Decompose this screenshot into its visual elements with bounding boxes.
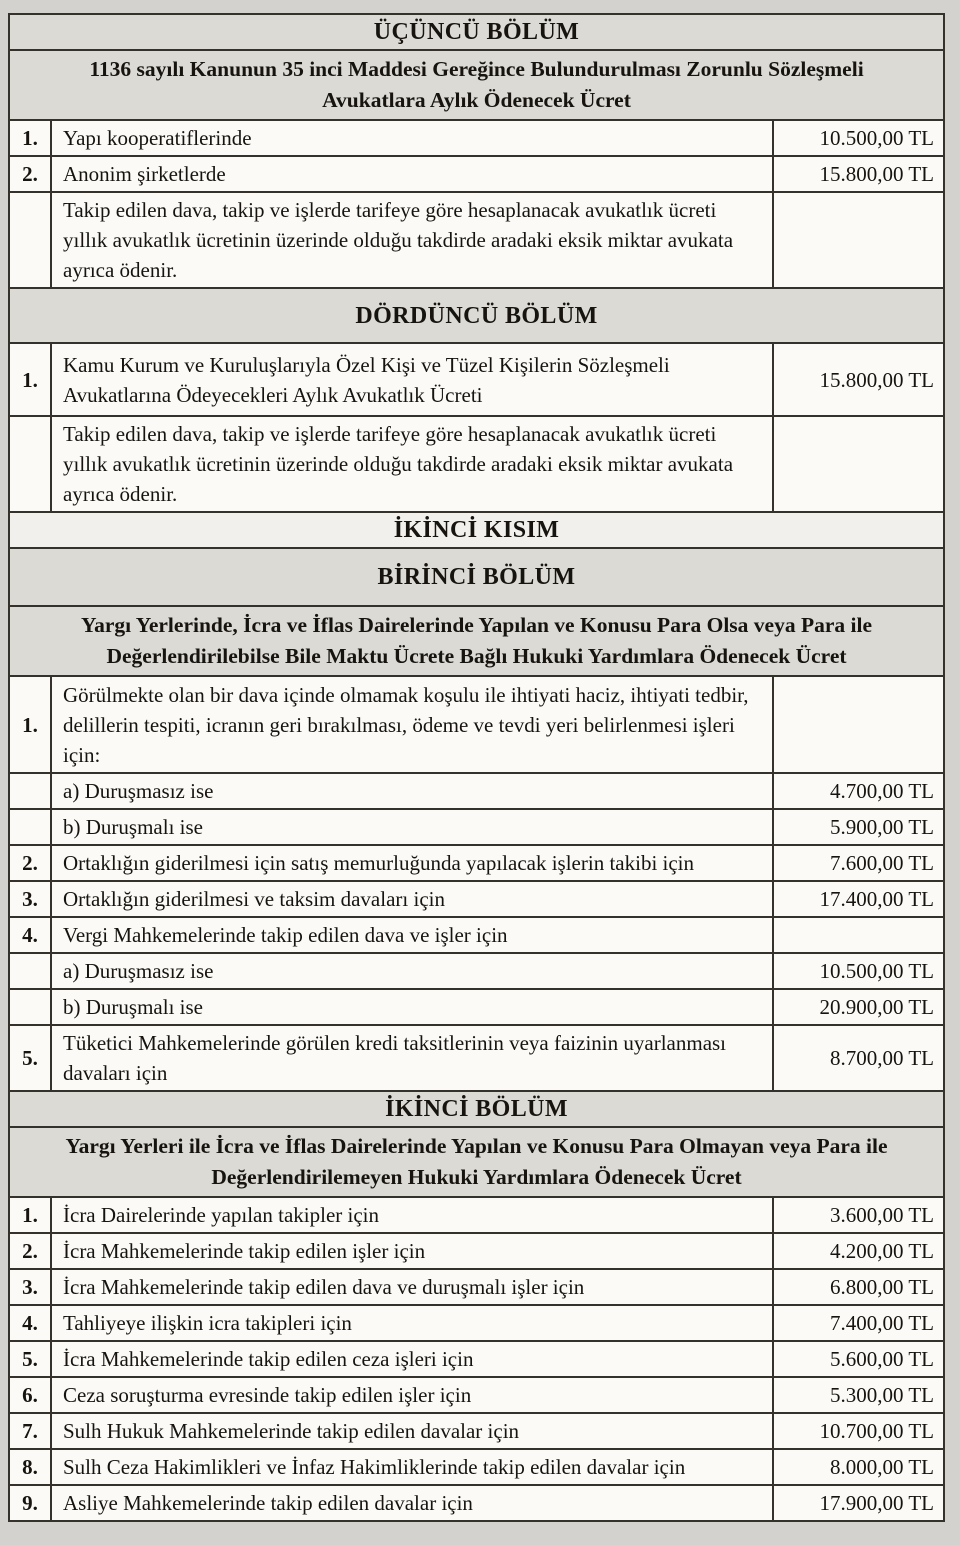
table-row (9, 845, 944, 881)
table-row (9, 1449, 944, 1485)
row-number: 3. (9, 881, 51, 917)
section-title-bolum2: İKİNCİ BÖLÜM (9, 1091, 944, 1127)
table-row (9, 676, 944, 773)
section-header-row (9, 14, 944, 50)
row-description: Yapı kooperatiflerinde (51, 120, 773, 156)
section-header-row (9, 288, 944, 343)
row-fee: 5.600,00 TL (773, 1341, 944, 1377)
sub-row (9, 773, 944, 809)
sub-row (9, 989, 944, 1025)
sub-row (9, 953, 944, 989)
table-row (9, 1305, 944, 1341)
row-description: Tüketici Mahkemelerinde görülen kredi taksitlerinin veya faizinin uyarlanması davaları için (51, 1025, 773, 1091)
table-row (9, 1341, 944, 1377)
row-fee: 7.600,00 TL (773, 845, 944, 881)
note-text: Takip edilen dava, takip ve işlerde tarifeye göre hesaplanacak avukatlık ücreti yıllık avukatlık ücretinin üzerinde olduğu takdirde aradaki eksik miktar avukata ayrıca ödenir. (51, 416, 773, 512)
section-header-row (9, 548, 944, 606)
row-number-empty (9, 953, 51, 989)
row-fee: 17.400,00 TL (773, 881, 944, 917)
section-subtitle-part3: 1136 sayılı Kanunun 35 inci Maddesi Gereğince Bulundurulması Zorunlu Sözleşmeli Avukatlara Aylık Ödenecek Ücret (9, 50, 944, 120)
table-row (9, 120, 944, 156)
row-description: Vergi Mahkemelerinde takip edilen dava ve işler için (51, 917, 773, 953)
row-number-empty (9, 416, 51, 512)
row-fee: 6.800,00 TL (773, 1269, 944, 1305)
row-number-empty (9, 809, 51, 845)
scanned-document-page (8, 13, 943, 1522)
row-fee: 17.900,00 TL (773, 1485, 944, 1521)
table-row (9, 1413, 944, 1449)
row-description: Sulh Hukuk Mahkemelerinde takip edilen davalar için (51, 1413, 773, 1449)
row-description: İcra Dairelerinde yapılan takipler için (51, 1197, 773, 1233)
section-title-part4: DÖRDÜNCÜ BÖLÜM (9, 288, 944, 343)
row-fee: 8.700,00 TL (773, 1025, 944, 1091)
row-fee: 5.900,00 TL (773, 809, 944, 845)
row-number: 4. (9, 1305, 51, 1341)
table-row (9, 1197, 944, 1233)
row-description: Ceza soruşturma evresinde takip edilen işler için (51, 1377, 773, 1413)
table-row (9, 156, 944, 192)
row-description: Kamu Kurum ve Kuruluşlarıyla Özel Kişi ve Tüzel Kişilerin Sözleşmeli Avukatlarına Ödeyecekleri Aylık Avukatlık Ücreti (51, 343, 773, 416)
row-fee: 5.300,00 TL (773, 1377, 944, 1413)
row-description: a) Duruşmasız ise (51, 953, 773, 989)
row-number: 1. (9, 120, 51, 156)
table-row (9, 1233, 944, 1269)
row-number: 1. (9, 1197, 51, 1233)
row-number: 2. (9, 156, 51, 192)
section-subtitle-row (9, 1127, 944, 1197)
note-row (9, 416, 944, 512)
row-fee: 10.700,00 TL (773, 1413, 944, 1449)
row-number: 5. (9, 1341, 51, 1377)
row-fee-empty (773, 192, 944, 288)
row-number: 2. (9, 1233, 51, 1269)
note-row (9, 192, 944, 288)
table-row (9, 1269, 944, 1305)
row-number: 8. (9, 1449, 51, 1485)
row-description: b) Duruşmalı ise (51, 989, 773, 1025)
row-number: 3. (9, 1269, 51, 1305)
row-fee: 10.500,00 TL (773, 953, 944, 989)
row-fee: 15.800,00 TL (773, 156, 944, 192)
section-subtitle-bolum2: Yargı Yerleri ile İcra ve İflas Dairelerinde Yapılan ve Konusu Para Olmayan veya Para ile Değerlendirilemeyen Hukuki Yardımlara Ödenecek Ücret (9, 1127, 944, 1197)
row-description: Anonim şirketlerde (51, 156, 773, 192)
section-subtitle-row (9, 50, 944, 120)
part-title-kisim2: İKİNCİ KISIM (9, 512, 944, 548)
row-description: İcra Mahkemelerinde takip edilen işler için (51, 1233, 773, 1269)
table-row (9, 917, 944, 953)
row-number-empty (9, 989, 51, 1025)
row-fee: 7.400,00 TL (773, 1305, 944, 1341)
row-number-empty (9, 773, 51, 809)
row-fee-empty (773, 416, 944, 512)
row-number: 5. (9, 1025, 51, 1091)
section-header-row (9, 1091, 944, 1127)
fee-table (8, 13, 945, 1522)
row-description: a) Duruşmasız ise (51, 773, 773, 809)
row-description: İcra Mahkemelerinde takip edilen dava ve duruşmalı işler için (51, 1269, 773, 1305)
row-number-empty (9, 192, 51, 288)
row-number: 7. (9, 1413, 51, 1449)
row-fee: 20.900,00 TL (773, 989, 944, 1025)
section-title-bolum1: BİRİNCİ BÖLÜM (9, 548, 944, 606)
row-fee: 4.700,00 TL (773, 773, 944, 809)
table-row (9, 343, 944, 416)
row-number: 9. (9, 1485, 51, 1521)
note-text: Takip edilen dava, takip ve işlerde tarifeye göre hesaplanacak avukatlık ücreti yıllık avukatlık ücretinin üzerinde olduğu takdirde aradaki eksik miktar avukata ayrıca ödenir. (51, 192, 773, 288)
row-description: İcra Mahkemelerinde takip edilen ceza işleri için (51, 1341, 773, 1377)
part-header-row (9, 512, 944, 548)
table-row (9, 1377, 944, 1413)
row-description: Ortaklığın giderilmesi için satış memurluğunda yapılacak işlerin takibi için (51, 845, 773, 881)
row-fee: 4.200,00 TL (773, 1233, 944, 1269)
table-row (9, 1485, 944, 1521)
row-fee: 8.000,00 TL (773, 1449, 944, 1485)
row-number: 4. (9, 917, 51, 953)
section-title-part3: ÜÇÜNCÜ BÖLÜM (9, 14, 944, 50)
row-fee: 10.500,00 TL (773, 120, 944, 156)
row-number: 1. (9, 676, 51, 773)
row-fee (773, 917, 944, 953)
table-row (9, 1025, 944, 1091)
sub-row (9, 809, 944, 845)
row-description: Ortaklığın giderilmesi ve taksim davaları için (51, 881, 773, 917)
row-fee (773, 676, 944, 773)
row-fee: 3.600,00 TL (773, 1197, 944, 1233)
section-subtitle-row (9, 606, 944, 676)
row-description: Sulh Ceza Hakimlikleri ve İnfaz Hakimliklerinde takip edilen davalar için (51, 1449, 773, 1485)
row-number: 1. (9, 343, 51, 416)
row-description: Tahliyeye ilişkin icra takipleri için (51, 1305, 773, 1341)
row-number: 6. (9, 1377, 51, 1413)
row-fee: 15.800,00 TL (773, 343, 944, 416)
row-description: b) Duruşmalı ise (51, 809, 773, 845)
section-subtitle-bolum1: Yargı Yerlerinde, İcra ve İflas Dairelerinde Yapılan ve Konusu Para Olsa veya Para ile Değerlendirilebilse Bile Maktu Ücrete Bağlı Hukuki Yardımlara Ödenecek Ücret (9, 606, 944, 676)
row-description: Görülmekte olan bir dava içinde olmamak koşulu ile ihtiyati haciz, ihtiyati tedbir, delillerin tespiti, icranın geri bırakılması, ödeme ve tevdi yeri belirlenmesi işleri için: (51, 676, 773, 773)
row-number: 2. (9, 845, 51, 881)
row-description: Asliye Mahkemelerinde takip edilen davalar için (51, 1485, 773, 1521)
table-row (9, 881, 944, 917)
